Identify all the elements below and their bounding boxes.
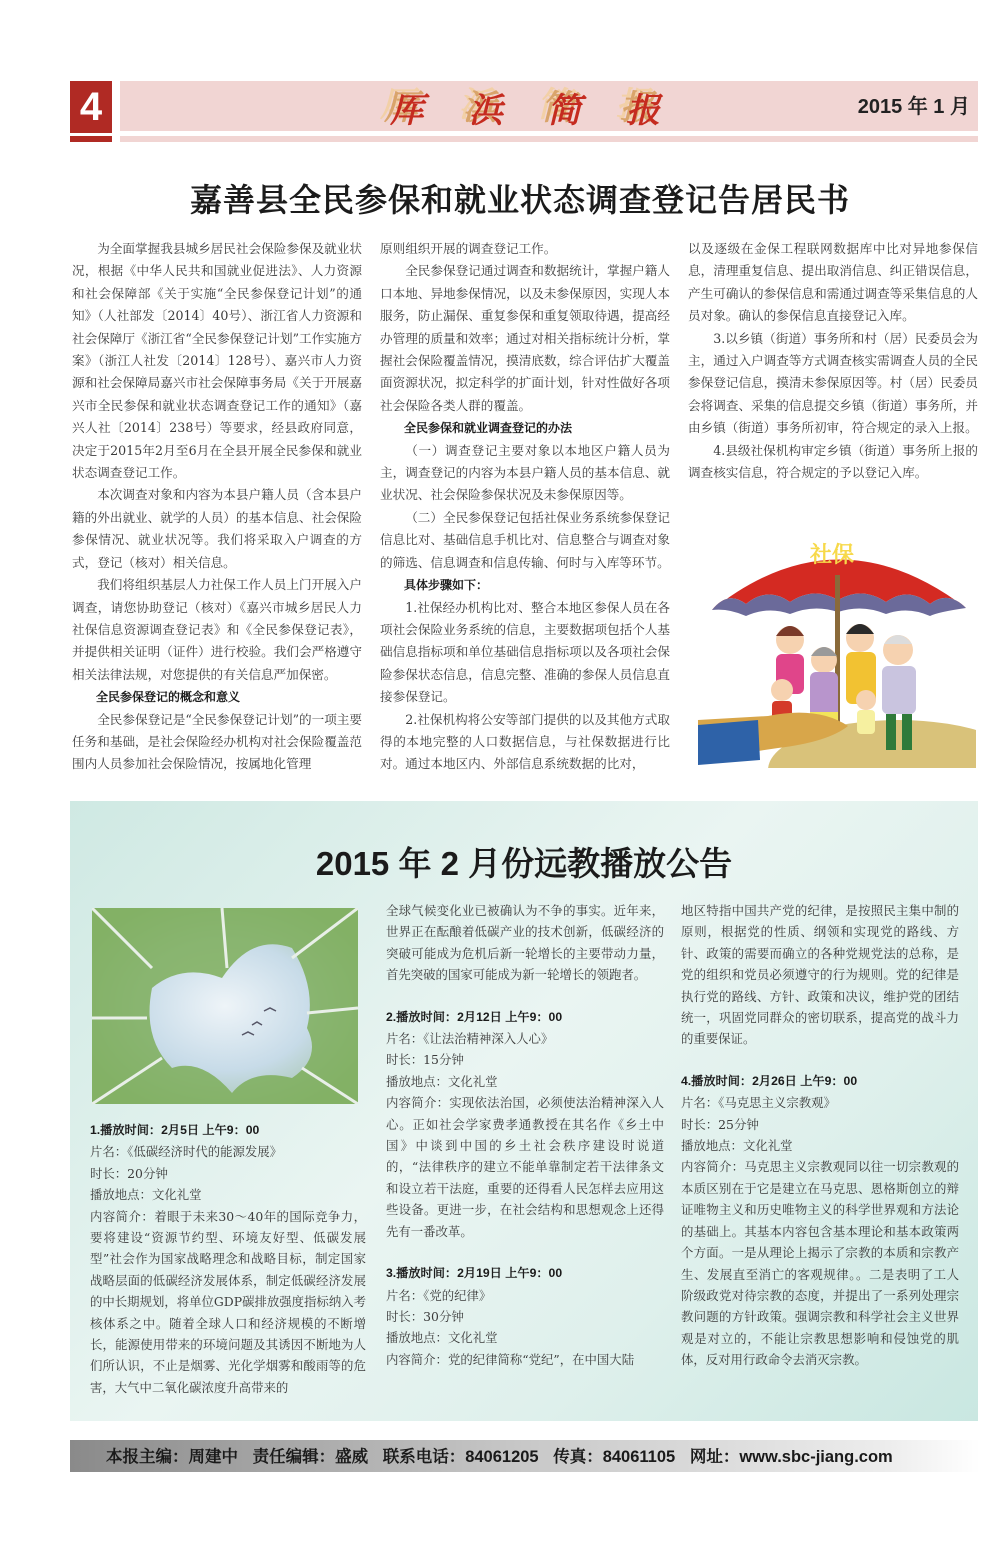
paragraph: 片名：《马克思主义宗教观》 — [681, 1095, 836, 1111]
paragraph: 时长：20分钟 — [90, 1165, 168, 1181]
paragraph: 原则组织开展的调查登记工作。 — [380, 241, 557, 256]
paragraph: 全民参保登记是“全民参保登记计划”的一项主要任务和基础，是社会保险经办机构对社会保险覆盖范围内人员参加社会保险情况，按属地化管理 — [72, 711, 362, 772]
paragraph: （二）全民参保登记包括社保业务系统参保登记信息比对、基础信息手机比对、信息整合与调查对象的筛选、信息调查和信息传输、何时与入库等环节。 — [380, 509, 670, 570]
paragraph: 以及逐级在金保工程联网数据库中比对异地参保信息，清理重复信息、提出取消信息、纠正错误信息，产生可确认的参保信息和需通过调查等采集信息的人员对象。确认的参保信息直接登记入库。 — [688, 241, 978, 324]
broadcast-schedule: 3.播放时间：2月19日 上午9：00 — [386, 1266, 563, 1281]
paragraph: 片名：《让法治精神深入人心》 — [386, 1031, 554, 1047]
grandpa-body — [882, 666, 916, 714]
spacer — [681, 1050, 959, 1071]
sleeve — [698, 720, 760, 765]
forest-sky-photo — [92, 908, 358, 1104]
paragraph: 片名：《党的纪律》 — [386, 1287, 492, 1303]
paragraph: 4.县级社保机构审定乡镇（街道）事务所上报的调查核实信息，符合规定的予以登记入库。 — [688, 442, 978, 481]
paragraph: 本次调查对象和内容为本县户籍人员（含本县户籍的外出就业、就学的人员）的基本信息、社会保险参保情况、就业状况等。我们将采取入户调查的方式，登记（核对）相关信息。 — [72, 487, 362, 570]
website-link[interactable]: 网址：www.sbc-jiang.com — [689, 1448, 893, 1466]
paragraph: 播放地点：文化礼堂 — [681, 1138, 793, 1154]
page-number-underline — [70, 136, 112, 142]
broadcast-schedule: 4.播放时间：2月26日 上午9：00 — [681, 1073, 858, 1088]
title-char: 厍 — [390, 90, 424, 131]
boy-body — [857, 710, 875, 734]
article-title: 嘉善县全民参保和就业状态调查登记告居民书 — [189, 181, 850, 219]
paragraph: 时长：30分钟 — [386, 1308, 464, 1324]
paragraph: 内容简介：着眼于未来30～40年的国际竞争力，要将建设“资源节约型、环境友好型、低碳发展型”社会作为国家战略理念和战略目标，制定国家战略层面的低碳经济发展体系，制定低碳经济发展的中长期规划，将单位GDP碳排放强度指标纳入考核体系之中。随着全球人口和经济规模的不断增长，能源使用带来的环境问题及其诱因不断地为人们所认识，不止是烟雾、光化学烟雾和酸雨等的危害，大气中二氧化碳浓度升高带来的 — [90, 1208, 366, 1395]
fax-number: 传真：84061105 — [553, 1448, 676, 1466]
footer-credits — [106, 1444, 966, 1470]
spacer — [386, 986, 664, 1007]
notice-column — [386, 900, 664, 1370]
paragraph: 2.社保机构将公安等部门提供的以及其他方式取得的本地完整的人口数据信息，与社保数据进行比对。通过本地区内、外部信息系统数据的比对， — [380, 711, 670, 772]
paragraph: 播放地点：文化礼堂 — [90, 1187, 202, 1203]
paragraph: 全球气候变化业已被确认为不争的事实。近年来，世界正在酝酿着低碳产业的技术创新，低碳经济的突破可能成为危机后新一轮增长的主要带动力量，首先突破的国家可能成为新一轮增长的领跑者。 — [386, 903, 664, 983]
masthead-rule — [120, 136, 978, 142]
broadcast-schedule: 2.播放时间：2月12日 上午9：00 — [386, 1009, 563, 1024]
paragraph: 全民参保登记通过调查和数据统计，掌握户籍人口本地、异地参保情况，以及未参保原因，实现人本服务，防止漏保、重复参保和重复领取待遇，提高经办管理的质量和效率；通过对相关指标统计分析，掌握社会保险覆盖情况，摸清底数，综合评估扩大覆盖面资源状况，拟定科学的扩面计划，针对性做好各项社会保险各类人群的覆盖。 — [380, 263, 670, 413]
section-heading: 具体步骤如下： — [404, 578, 489, 593]
responsible-editor: 责任编辑：盛威 — [252, 1448, 369, 1466]
paragraph: 播放地点：文化礼堂 — [386, 1073, 498, 1089]
spacer — [386, 1242, 664, 1263]
paragraph: 内容简介：党的纪律简称“党纪”，在中国大陆 — [386, 1351, 635, 1367]
paragraph: 时长：25分钟 — [681, 1116, 759, 1132]
contact-phone: 联系电话：84061205 — [382, 1448, 539, 1466]
paragraph: 内容简介：实现依法治国，必须使法治精神深入人心。正如社会学家费孝通教授在其名作《乡土中国》中谈到中国的乡土社会秩序建设时说道的，“法律秩序的建立不能单靠制定若干法律条文和设立若干法庭，重要的还得看人民怎样去应用这些设备。更进一步，在社会结构和思想观念上还得先有一番改革。 — [386, 1095, 664, 1239]
newspaper-title — [390, 85, 660, 129]
social-insurance-umbrella-illustration — [698, 520, 976, 768]
broadcast-schedule: 1.播放时间：2月5日 上午9：00 — [90, 1123, 260, 1137]
article-column — [72, 238, 362, 776]
editor-in-chief: 本报主编：周建中 — [106, 1448, 238, 1466]
paragraph: 我们将组织基层人力社保工作人员上门开展入户调查，请您协助登记（核对）《嘉兴市城乡居民人力社保信息资源调查登记表》和《全民参保登记表》，并提供相关证明（证件）进行校验。我们会严格遵守相关法律法规，对您提供的有关信息严加保密。 — [72, 577, 362, 682]
article-column — [688, 238, 978, 484]
paragraph: 时长：15分钟 — [386, 1052, 464, 1068]
boy-head — [856, 690, 876, 710]
notice-column — [90, 1120, 366, 1398]
issue-date: 2015 年 1 月 — [857, 96, 970, 118]
paragraph: 播放地点：文化礼堂 — [386, 1330, 498, 1346]
title-char: 浜 — [468, 90, 503, 131]
title-char: 报 — [625, 90, 660, 131]
notice-column — [681, 900, 959, 1371]
paragraph: （一）调查登记主要对象以本地区户籍人员为主，调查登记的内容为本县户籍人员的基本信息、就业状况、社会保险参保状况及未参保原因等。 — [380, 442, 670, 503]
page-number: 4 — [70, 81, 112, 133]
section-heading: 全民参保登记的概念和意义 — [96, 690, 241, 705]
title-char: 简 — [547, 90, 582, 131]
notice-title: 2015 年 2 月份远教播放公告 — [315, 845, 733, 882]
paragraph: 1.社保经办机构比对、整合本地区参保人员在各项社会保险业务系统的信息，主要数据项包括个人基础信息指标项和单位基础信息指标项以及各项社会保险参保状态信息，信息完整、准确的参保人员信息直接参保登记。 — [380, 599, 670, 705]
paragraph: 为全面掌握我县城乡居民社会保险参保及就业状况，根据《中华人民共和国就业促进法》、人力资源和社会保障部《关于实施“全民参保登记计划”的通知》（人社部发〔2014〕40号）、浙江省人力资源和社会保障厅《浙江省“全民参保登记计划”工作实施方案》（浙江人社发〔2014〕128号）、嘉兴市人力资源和社会保障局嘉兴市社会保障事务局《关于开展嘉兴市全民参保和就业状态调查登记工作的通知》（嘉兴人社〔2014〕238号）等要求，经县政府同意，决定于2015年2月至6月在全县开展全民参保和就业状态调查登记工作。 — [72, 241, 362, 481]
umbrella-label: 社保 — [810, 543, 855, 568]
article-column — [380, 238, 670, 776]
girl-head — [771, 679, 793, 701]
section-heading: 全民参保和就业调查登记的办法 — [404, 421, 573, 436]
paragraph: 片名：《低碳经济时代的能源发展》 — [90, 1144, 283, 1160]
paragraph: 3.以乡镇（街道）事务所和村（居）民委员会为主，通过入户调查等方式调查核实需调查人员的全民参保登记信息，摸清未参保原因等。村（居）民委员会将调查、采集的信息提交乡镇（街道）事务所，并由乡镇（街道）事务所初审，符合规定的录入上报。 — [688, 330, 978, 436]
paragraph: 地区特指中国共产党的纪律，是按照民主集中制的原则，根据党的性质、纲领和实现党的路线、方针、政策的需要而确立的各种党规党法的总称，是党的组织和党员必须遵守的行为规则。党的纪律是执行党的路线、方针、政策和决议，维护党的团结统一，巩固党同群众的密切联系，提高党的战斗力的重要保证。 — [681, 903, 959, 1047]
paragraph: 内容简介：马克思主义宗教观同以往一切宗教观的本质区别在于它是建立在马克思、恩格斯创立的辩证唯物主义和历史唯物主义的科学世界观和方法论的基础上。其基本内容包含基本理论和基本政策两个方面。一是从理论上揭示了宗教的本质和宗教产生、发展直至消亡的客观规律。。二是表明了工人阶级政党对待宗教的态度，并提出了一系列处理宗教问题的方针政策。强调宗教和科学社会主义世界观是对立的，不能让宗教思想影响和侵蚀党的肌体，反对用行政命令去消灭宗教。 — [681, 1159, 959, 1368]
